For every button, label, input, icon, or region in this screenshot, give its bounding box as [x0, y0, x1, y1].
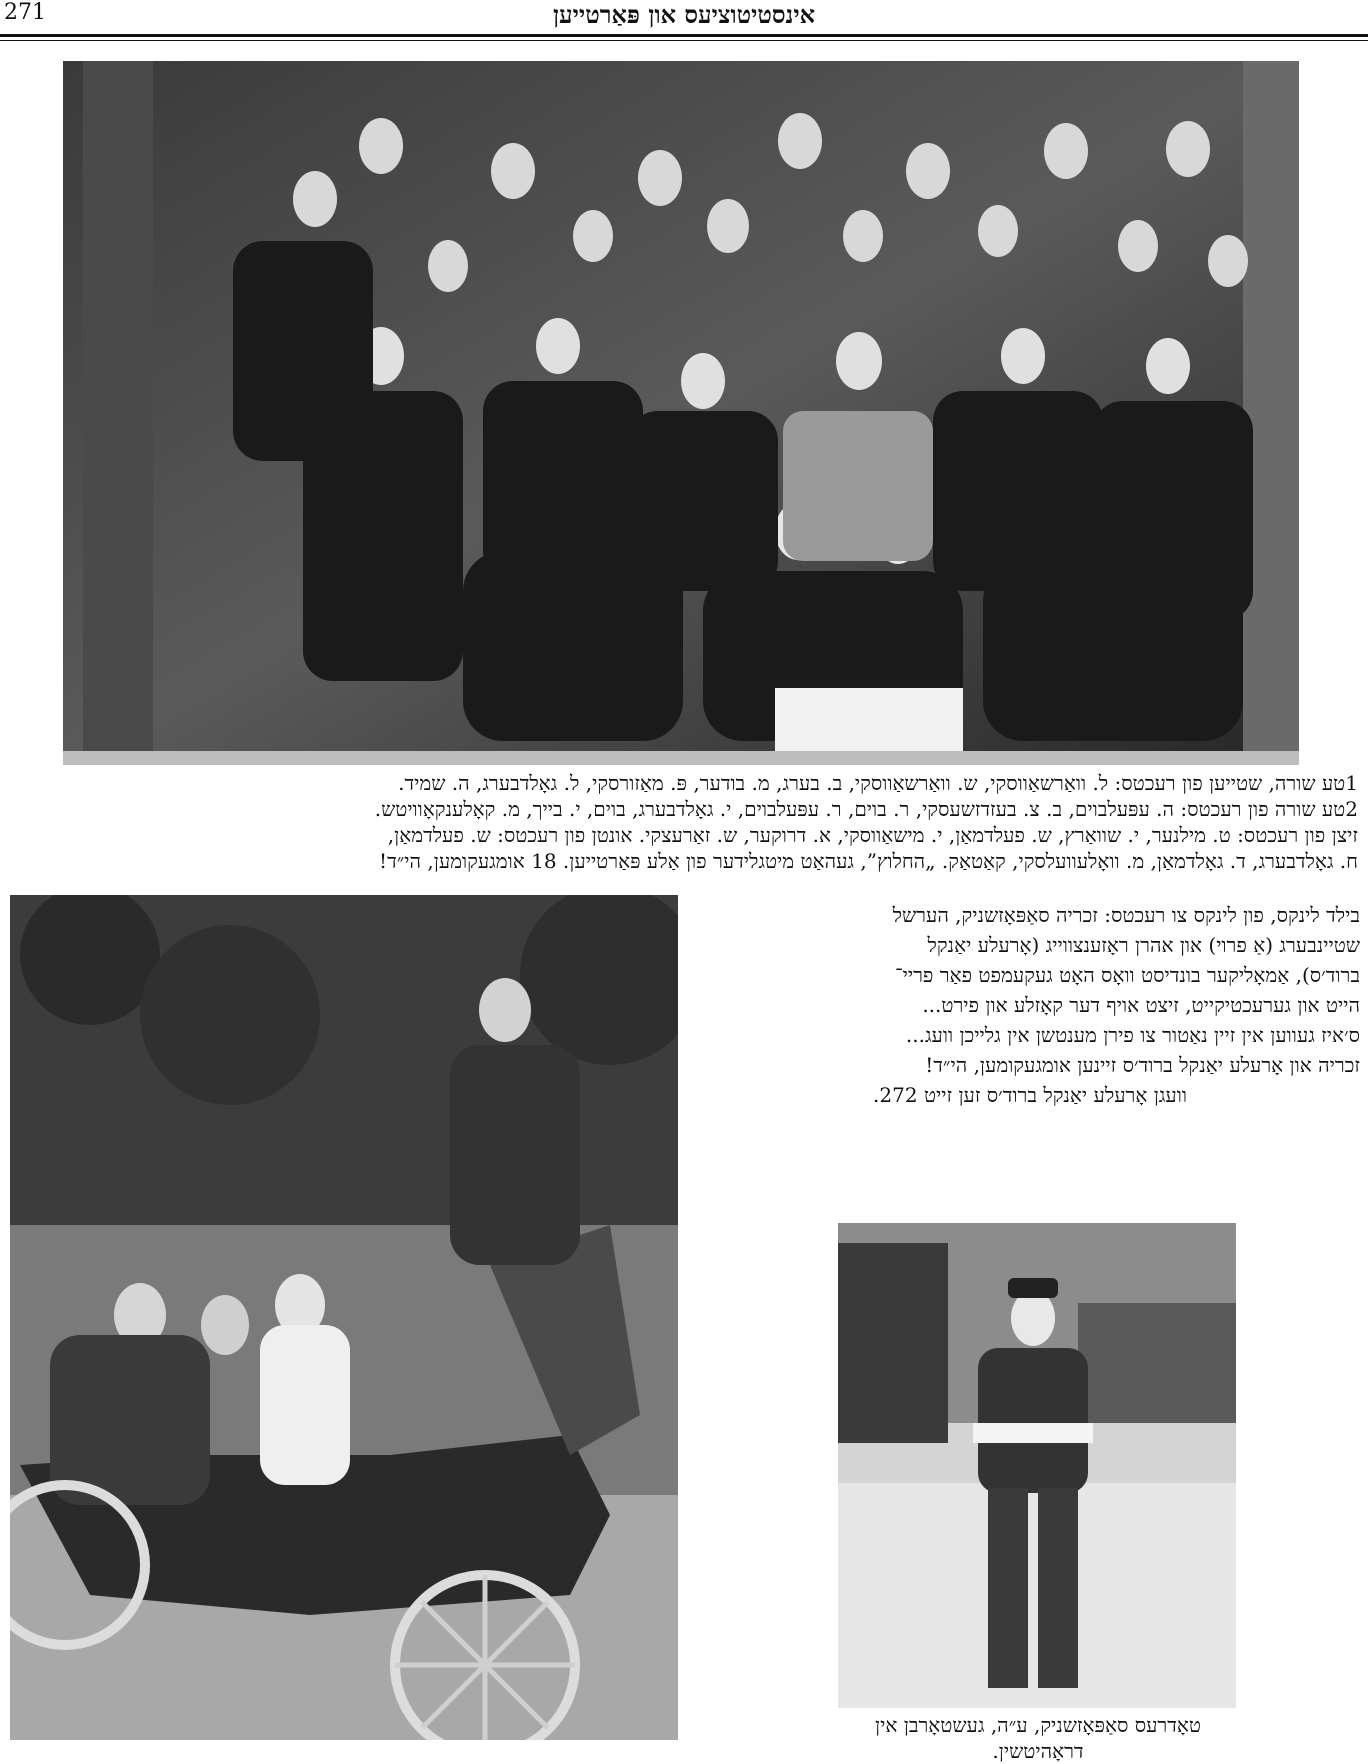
caption-line: ברוד׳ס), אַמאָליקער בונדיסט וואָס האָט געקעמפט פאַר פריי־: [894, 963, 1360, 987]
caption-line: 2טע שורה פון רעכטס: ה. עפּעלבוים, ב. צ. בעזדזשעסקי, ר. בוים, ר. עפּעלבוים, י. גאָלדבערג, בוים, י. בייך, מ. קאָלענקאָוויטש.: [374, 797, 1358, 821]
old-man-photo: [838, 1223, 1236, 1708]
group-photo-caption: [6, 770, 1358, 874]
caption-line: וועגן אָרעלע יאַנקל ברוד׳ס זען זייט 272.: [873, 1083, 1187, 1107]
page-number: 271: [4, 0, 46, 25]
running-title: אינסטיטוציעס און פּאַרטייען: [552, 0, 816, 29]
caption-line: זיצן פון רעכטס: ט. מילנער, י. שוואַרץ, ש. פעלדמאַן, י. מישאַווסקי, א. דרוקער, ש. זאַרעצקי. אונטן פון רעכטס: ש. פעלדמאַן,: [387, 823, 1358, 847]
group-photo: [63, 61, 1299, 765]
caption-line: הייט און גערעכטיקייט, זיצט אויף דער קאָזלע און פירט...: [922, 993, 1360, 1017]
old-man-photo-caption: טאָדרעס סאַפּאָזשניק, ע״ה, געשטאָרבן אין דראָהיטשין.: [875, 1713, 1201, 1763]
caption-line: 1טע שורה, שטייען פון רעכטס: ל. וואַרשאַווסקי, ש. וואַרשאַווסקי, ב. בערג, מ. בודער, פּ. מאַזורסקי, ל. גאָלדבערג, ה. שמיד.: [398, 771, 1358, 795]
caption-line: שטיינבערג (אַ פרוי) און אהרן ראָזענצווייג (אָרעלע יאַנקל: [927, 933, 1360, 957]
caption-line: זכריה און אָרעלע יאַנקל ברוד׳ס זיינען אומגעקומען, הי״ד!: [925, 1053, 1360, 1077]
carriage-photo: [10, 895, 678, 1740]
caption-line: ח. גאָלדבערג, ד. גאָלדמאַן, מ. וואָלעוועלסקי, קאַטאַק. „החלוץ”, געהאַט מיטגלידער פון אַלע פּאַרטייען. 18 אומגעקומען, הי״ד!: [379, 849, 1358, 873]
caption-line: בילד לינקס, פון לינקס צו רעכטס: זכריה סאַפּאָזשניק, הערשל: [892, 903, 1360, 927]
caption-line: ס׳איז געווען אין זיין נאַטור צו פירן מענטשן אין גלייכן וועג...: [905, 1023, 1360, 1047]
header-rule: [0, 34, 1368, 37]
header-rule-thin: [0, 40, 1368, 41]
carriage-photo-caption: [700, 900, 1360, 1110]
